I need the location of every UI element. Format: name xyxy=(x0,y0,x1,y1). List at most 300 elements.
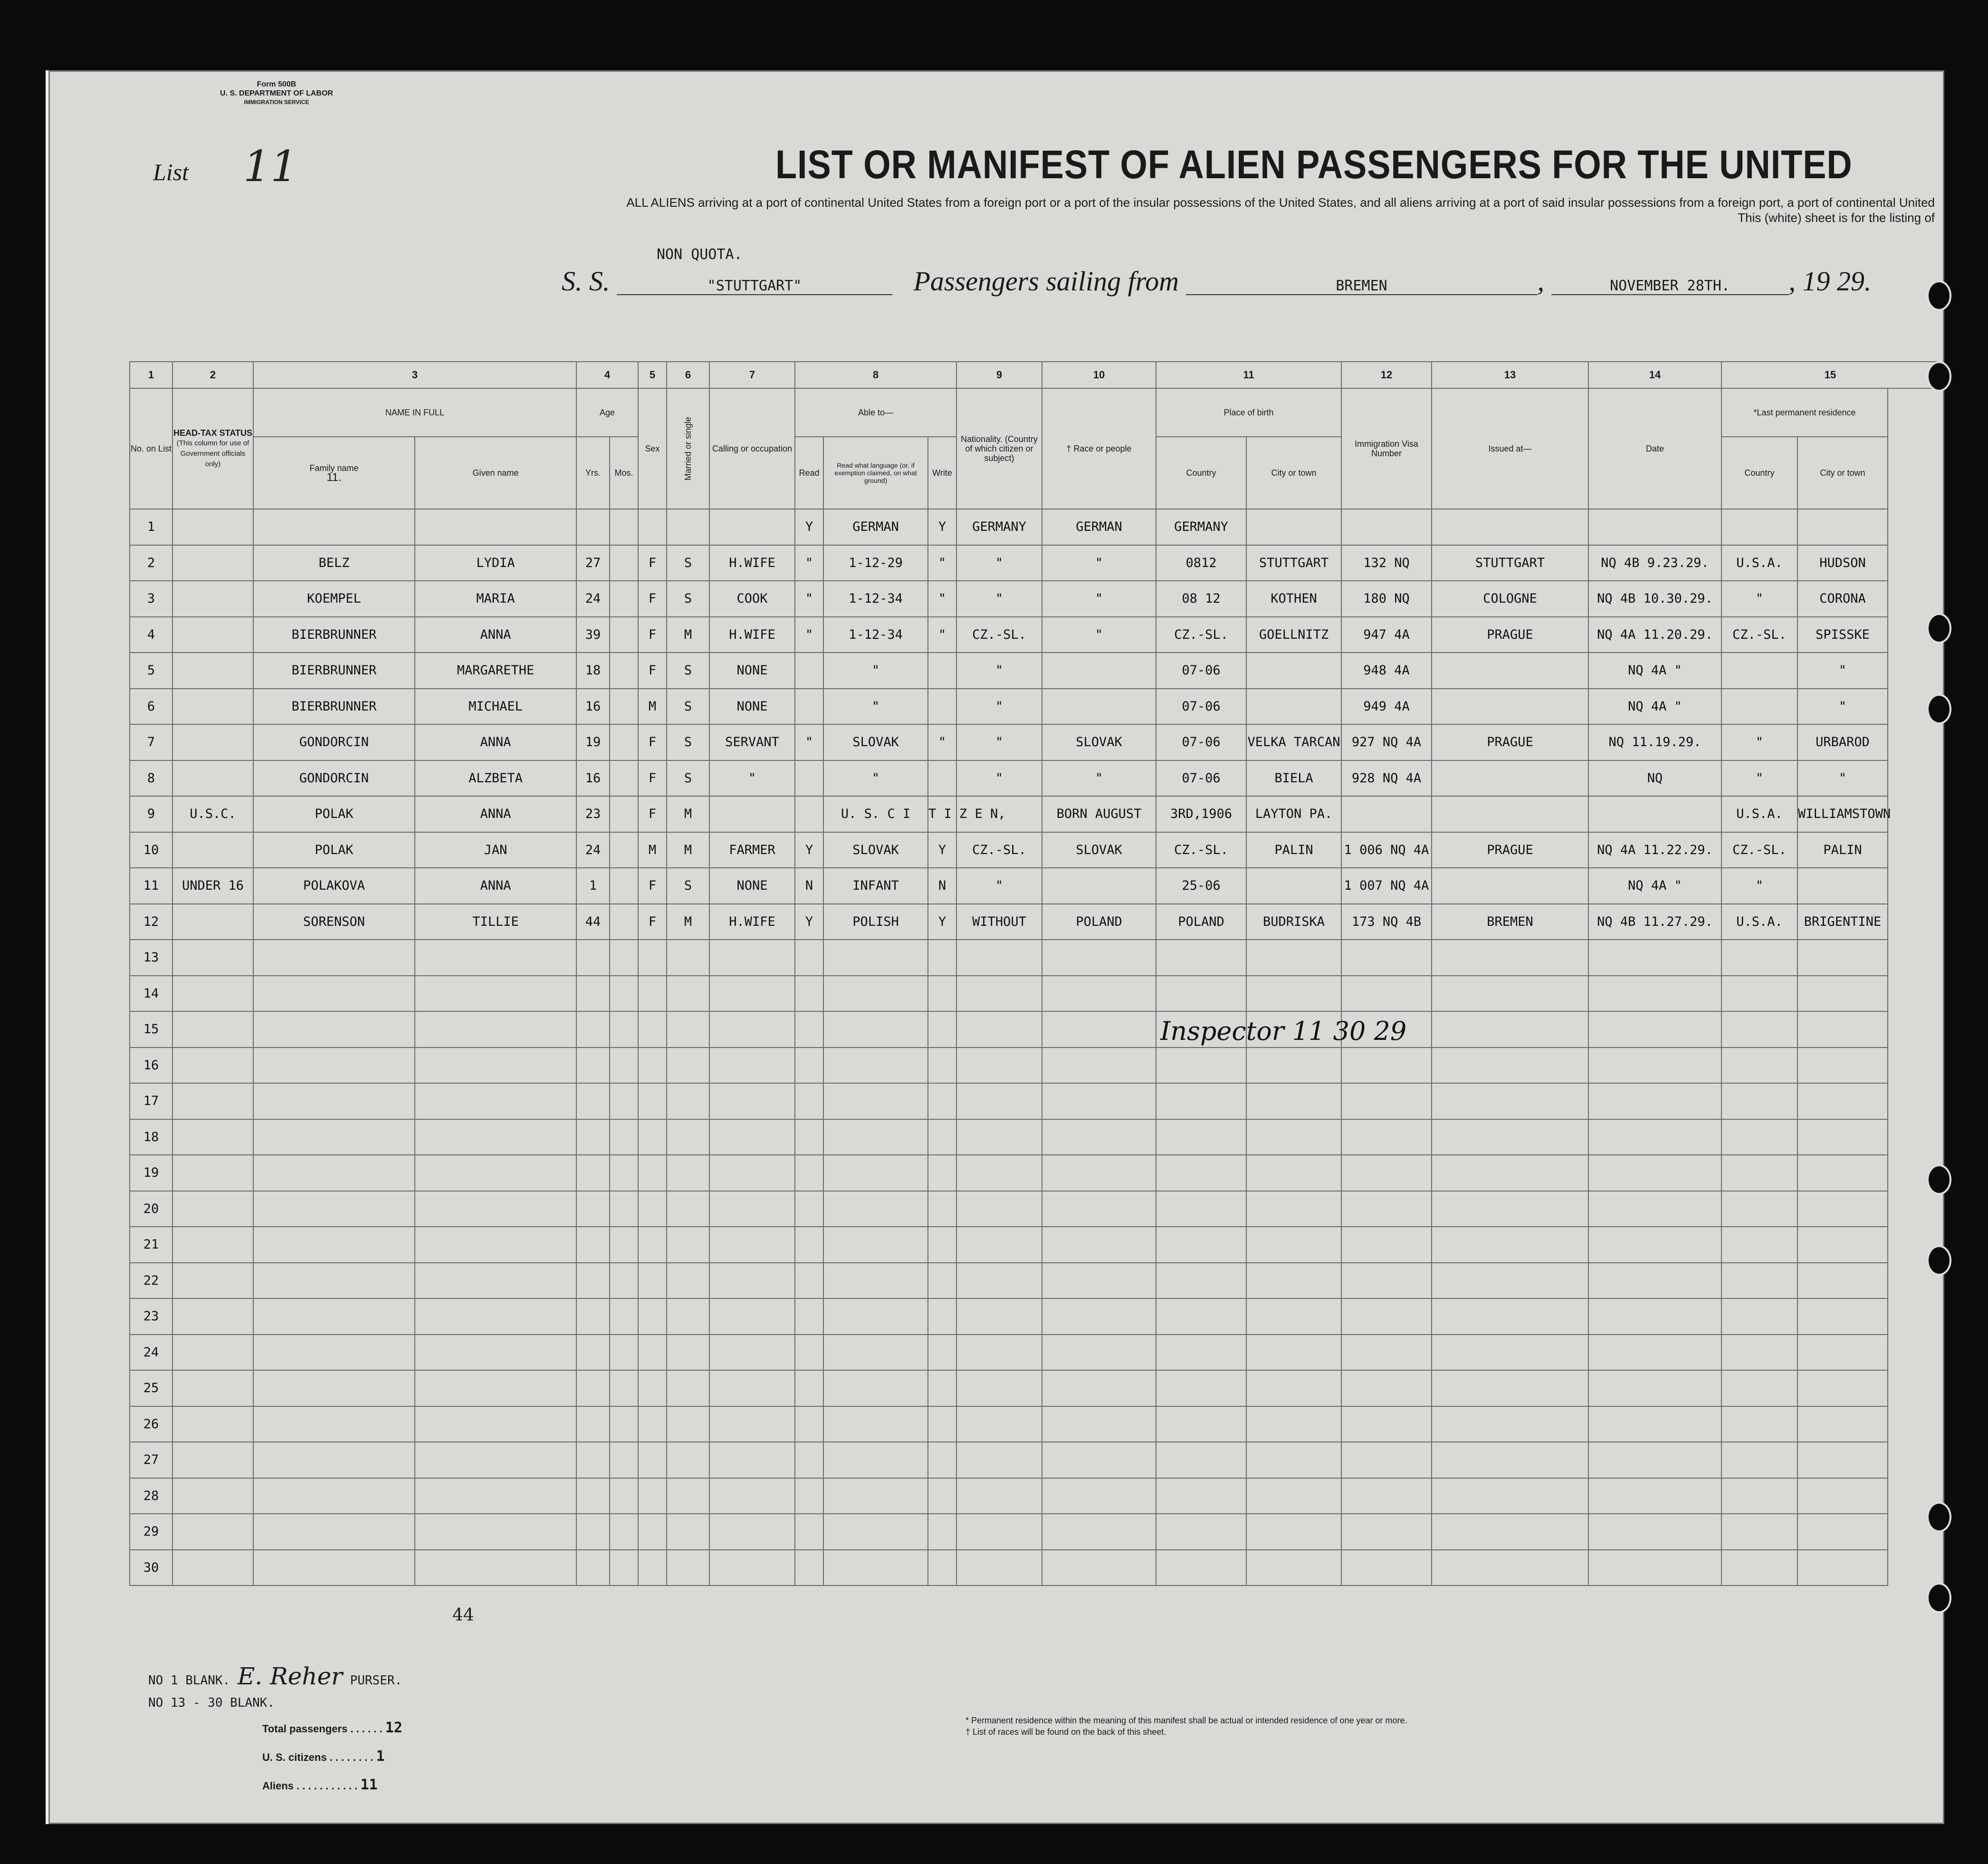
given-name-cell xyxy=(415,1478,576,1514)
issued-at-cell xyxy=(1432,1550,1588,1586)
subtitle xyxy=(438,195,1935,225)
table-row xyxy=(130,976,1939,1012)
date-cell xyxy=(1588,1442,1721,1478)
residence-city-cell xyxy=(1797,1370,1888,1406)
footnotes xyxy=(965,1715,1407,1738)
visa-number-cell xyxy=(1341,1442,1432,1478)
occupation-cell xyxy=(709,1478,795,1514)
visa-number-cell xyxy=(1341,1083,1432,1119)
service: IMMIGRATION SERVICE xyxy=(244,99,309,106)
residence-city-cell xyxy=(1797,1550,1888,1586)
nationality-cell xyxy=(956,1442,1042,1478)
birth-city-cell xyxy=(1246,653,1341,689)
given-name-cell xyxy=(415,1514,576,1550)
sex-cell xyxy=(638,1335,667,1371)
sex-cell: F xyxy=(638,760,667,797)
sex-cell xyxy=(638,976,667,1012)
write-cell: " xyxy=(928,617,956,653)
sex-cell: F xyxy=(638,904,667,940)
table-row xyxy=(130,545,1939,581)
residence-city-cell xyxy=(1797,868,1888,904)
list-label: List xyxy=(153,159,189,185)
read-cell xyxy=(795,1406,823,1442)
header-name-in-full: NAME IN FULL xyxy=(253,388,576,437)
family-name-cell xyxy=(253,1370,415,1406)
read-language-cell: 1-12-34 xyxy=(823,617,928,653)
residence-city-cell xyxy=(1797,1335,1888,1371)
given-name-cell xyxy=(415,1155,576,1191)
sex-cell xyxy=(638,1227,667,1263)
date-cell xyxy=(1588,1370,1721,1406)
age-months-cell xyxy=(610,1550,638,1586)
residence-city-cell: URBAROD xyxy=(1797,724,1888,760)
nationality-cell xyxy=(956,1406,1042,1442)
issued-at-cell xyxy=(1432,796,1588,832)
nationality-cell xyxy=(956,940,1042,976)
family-name-cell xyxy=(253,1011,415,1047)
birth-country-cell: 3RD,1906 xyxy=(1156,796,1246,832)
given-name-cell: MARIA xyxy=(415,581,576,617)
read-language-cell: " xyxy=(823,689,928,725)
visa-number-cell: 927 NQ 4A xyxy=(1341,724,1432,760)
table-row xyxy=(130,617,1939,653)
family-name-cell xyxy=(253,976,415,1012)
read-language-cell: INFANT xyxy=(823,868,928,904)
birth-country-cell xyxy=(1156,1298,1246,1335)
marital-cell xyxy=(667,1335,709,1371)
nationality-cell: " xyxy=(956,653,1042,689)
age-months-cell xyxy=(610,1335,638,1371)
header-residence: *Last permanent residence xyxy=(1721,388,1888,437)
residence-country-cell: " xyxy=(1721,724,1797,760)
row-number: 21 xyxy=(130,1227,172,1263)
write-cell xyxy=(928,1478,956,1514)
header-birth-country: Country xyxy=(1156,437,1246,509)
nationality-cell xyxy=(956,976,1042,1012)
issued-at-cell: PRAGUE xyxy=(1432,724,1588,760)
residence-city-cell: SPISSKE xyxy=(1797,617,1888,653)
given-name-cell: LYDIA xyxy=(415,545,576,581)
read-language-cell xyxy=(823,1298,928,1335)
family-name-cell: POLAKOVA xyxy=(253,868,415,904)
header-given-name: Given name xyxy=(415,437,576,509)
us-citizens: U. S. citizens . . . . . . . . 1 xyxy=(262,1748,385,1765)
read-cell xyxy=(795,1227,823,1263)
header-mos: Mos. xyxy=(610,437,638,509)
birth-country-cell: GERMANY xyxy=(1156,509,1246,545)
birth-city-cell xyxy=(1246,1191,1341,1227)
header-issued-at: Issued at— xyxy=(1432,388,1588,509)
family-name-cell: GONDORCIN xyxy=(253,760,415,797)
marital-cell: M xyxy=(667,617,709,653)
read-cell: N xyxy=(795,868,823,904)
given-name-cell xyxy=(415,1406,576,1442)
birth-country-cell xyxy=(1156,1442,1246,1478)
visa-number-cell xyxy=(1341,976,1432,1012)
occupation-cell xyxy=(709,1406,795,1442)
subtitle-line-2: This (white) sheet is for the listing of xyxy=(1738,211,1935,225)
age-years-cell xyxy=(576,1191,610,1227)
age-years-cell: 23 xyxy=(576,796,610,832)
form-number: Form 500B xyxy=(257,80,296,88)
given-name-cell: ANNA xyxy=(415,796,576,832)
col-num: 3 xyxy=(253,362,576,388)
race-cell xyxy=(1042,1011,1156,1047)
race-cell: SLOVAK xyxy=(1042,724,1156,760)
header-yrs: Yrs. xyxy=(576,437,610,509)
age-months-cell xyxy=(610,724,638,760)
birth-city-cell: PALIN xyxy=(1246,832,1341,868)
given-name-cell: MICHAEL xyxy=(415,689,576,725)
birth-country-cell xyxy=(1156,1227,1246,1263)
birth-country-cell xyxy=(1156,1047,1246,1084)
head-tax-cell xyxy=(172,976,253,1012)
write-cell: T I Z E N, xyxy=(928,796,956,832)
marital-cell: S xyxy=(667,724,709,760)
read-language-cell xyxy=(823,1119,928,1155)
age-months-cell xyxy=(610,832,638,868)
issued-at-cell xyxy=(1432,976,1588,1012)
family-name-cell xyxy=(253,940,415,976)
residence-city-cell xyxy=(1797,1119,1888,1155)
write-cell xyxy=(928,1227,956,1263)
age-months-cell xyxy=(610,1263,638,1299)
visa-number-cell: 173 NQ 4B xyxy=(1341,904,1432,940)
race-cell: " xyxy=(1042,760,1156,797)
row-number: 5 xyxy=(130,653,172,689)
residence-country-cell xyxy=(1721,653,1797,689)
issued-at-cell xyxy=(1432,1119,1588,1155)
age-months-cell xyxy=(610,796,638,832)
residence-country-cell xyxy=(1721,1083,1797,1119)
footer-line-1: NO 1 BLANK. xyxy=(148,1673,230,1688)
sex-cell: F xyxy=(638,545,667,581)
sex-cell xyxy=(638,1047,667,1084)
issued-at-cell xyxy=(1432,868,1588,904)
table-row xyxy=(130,653,1939,689)
family-name-cell xyxy=(253,1298,415,1335)
residence-city-cell xyxy=(1797,1298,1888,1335)
age-months-cell xyxy=(610,1478,638,1514)
date-cell xyxy=(1588,509,1721,545)
visa-number-cell xyxy=(1341,1370,1432,1406)
issued-at-cell xyxy=(1432,689,1588,725)
age-years-cell xyxy=(576,1370,610,1406)
table-row xyxy=(130,1298,1939,1335)
visa-number-cell: 1 007 NQ 4A xyxy=(1341,868,1432,904)
table-row xyxy=(130,1442,1939,1478)
age-months-cell xyxy=(610,1406,638,1442)
race-cell: " xyxy=(1042,581,1156,617)
write-cell xyxy=(928,940,956,976)
head-tax-cell xyxy=(172,1335,253,1371)
birth-country-cell: 07-06 xyxy=(1156,689,1246,725)
sex-cell xyxy=(638,1550,667,1586)
residence-country-cell xyxy=(1721,1514,1797,1550)
issued-at-cell: PRAGUE xyxy=(1432,617,1588,653)
birth-city-cell: GOELLNITZ xyxy=(1246,617,1341,653)
write-cell: N xyxy=(928,868,956,904)
header-able-to: Able to— xyxy=(795,388,956,437)
nationality-cell xyxy=(956,1550,1042,1586)
birth-city-cell xyxy=(1246,1335,1341,1371)
marital-cell xyxy=(667,1155,709,1191)
write-cell xyxy=(928,1047,956,1084)
residence-city-cell: HUDSON xyxy=(1797,545,1888,581)
date-cell: NQ 11.19.29. xyxy=(1588,724,1721,760)
issued-at-cell: STUTTGART xyxy=(1432,545,1588,581)
given-name-cell xyxy=(415,1298,576,1335)
family-name-cell: POLAK xyxy=(253,832,415,868)
head-tax-cell xyxy=(172,617,253,653)
write-cell xyxy=(928,689,956,725)
race-cell: BORN AUGUST xyxy=(1042,796,1156,832)
sex-cell xyxy=(638,1514,667,1550)
family-name-cell xyxy=(253,1442,415,1478)
race-cell xyxy=(1042,1442,1156,1478)
age-months-cell xyxy=(610,509,638,545)
head-tax-cell xyxy=(172,724,253,760)
read-language-cell: GERMAN xyxy=(823,509,928,545)
sex-cell: F xyxy=(638,724,667,760)
passenger-rows xyxy=(130,509,1939,1585)
visa-number-cell: 180 NQ xyxy=(1341,581,1432,617)
age-years-cell xyxy=(576,1083,610,1119)
age-months-cell xyxy=(610,940,638,976)
read-cell: " xyxy=(795,617,823,653)
row-number: 2 xyxy=(130,545,172,581)
age-months-cell xyxy=(610,1119,638,1155)
footer-line-2: NO 13 - 30 BLANK. xyxy=(148,1696,275,1710)
table-row xyxy=(130,724,1939,760)
binder-hole xyxy=(1927,280,1951,311)
read-cell: Y xyxy=(795,904,823,940)
birth-city-cell xyxy=(1246,1298,1341,1335)
issued-at-cell xyxy=(1432,760,1588,797)
birth-city-cell xyxy=(1246,1083,1341,1119)
sex-cell xyxy=(638,1011,667,1047)
header-birth-city: City or town xyxy=(1246,437,1341,509)
age-years-cell xyxy=(576,1011,610,1047)
read-language-cell xyxy=(823,1083,928,1119)
row-number: 13 xyxy=(130,940,172,976)
row-number: 3 xyxy=(130,581,172,617)
age-years-cell xyxy=(576,1047,610,1084)
head-tax-cell xyxy=(172,1263,253,1299)
race-cell xyxy=(1042,689,1156,725)
residence-country-cell xyxy=(1721,1263,1797,1299)
head-tax-cell xyxy=(172,904,253,940)
residence-country-cell xyxy=(1721,940,1797,976)
marital-cell xyxy=(667,1442,709,1478)
nationality-cell: CZ.-SL. xyxy=(956,617,1042,653)
given-name-cell xyxy=(415,1442,576,1478)
date-cell xyxy=(1588,1191,1721,1227)
birth-city-cell xyxy=(1246,976,1341,1012)
table-row xyxy=(130,1227,1939,1263)
race-cell xyxy=(1042,1119,1156,1155)
form-header xyxy=(158,80,395,107)
table-row xyxy=(130,796,1939,832)
head-tax-note: (This column for use of Government officials only) xyxy=(176,439,249,468)
birth-city-cell: BIELA xyxy=(1246,760,1341,797)
read-language-cell xyxy=(823,1191,928,1227)
birth-country-cell xyxy=(1156,1335,1246,1371)
residence-city-cell xyxy=(1797,1047,1888,1084)
write-cell xyxy=(928,1442,956,1478)
date-cell: NQ 4A " xyxy=(1588,868,1721,904)
binder-hole xyxy=(1927,694,1951,724)
row-number: 16 xyxy=(130,1047,172,1084)
race-cell: GERMAN xyxy=(1042,509,1156,545)
occupation-cell xyxy=(709,976,795,1012)
date-cell xyxy=(1588,1478,1721,1514)
col-num: 13 xyxy=(1432,362,1588,388)
write-cell xyxy=(928,1119,956,1155)
read-language-cell xyxy=(823,940,928,976)
visa-number-cell: 947 4A xyxy=(1341,617,1432,653)
date-cell xyxy=(1588,1011,1721,1047)
issued-at-cell xyxy=(1432,653,1588,689)
occupation-cell xyxy=(709,1370,795,1406)
birth-city-cell xyxy=(1246,868,1341,904)
row-number: 4 xyxy=(130,617,172,653)
residence-country-cell xyxy=(1721,1191,1797,1227)
residence-country-cell xyxy=(1721,1155,1797,1191)
residence-city-cell: " xyxy=(1797,689,1888,725)
read-cell xyxy=(795,796,823,832)
sex-cell xyxy=(638,1442,667,1478)
birth-country-cell xyxy=(1156,1263,1246,1299)
marital-cell: M xyxy=(667,796,709,832)
residence-city-cell xyxy=(1797,976,1888,1012)
age-years-cell: 19 xyxy=(576,724,610,760)
read-language-cell xyxy=(823,1047,928,1084)
header-nationality: Nationality. (Country of which citizen or subject) xyxy=(956,388,1042,509)
row-number: 1 xyxy=(130,509,172,545)
read-cell xyxy=(795,940,823,976)
birth-city-cell xyxy=(1246,1442,1341,1478)
head-tax-cell xyxy=(172,689,253,725)
read-cell xyxy=(795,1514,823,1550)
date-cell xyxy=(1588,1119,1721,1155)
birth-country-cell xyxy=(1156,940,1246,976)
sex-cell: F xyxy=(638,653,667,689)
given-name-cell xyxy=(415,1335,576,1371)
header-married: Married or single xyxy=(667,388,709,509)
row-number: 29 xyxy=(130,1514,172,1550)
write-cell: Y xyxy=(928,509,956,545)
marital-cell xyxy=(667,1227,709,1263)
header-head-tax xyxy=(172,388,253,509)
residence-city-cell xyxy=(1797,509,1888,545)
age-months-cell xyxy=(610,868,638,904)
family-name-cell: BELZ xyxy=(253,545,415,581)
age-months-cell xyxy=(610,689,638,725)
marital-cell xyxy=(667,1370,709,1406)
binder-hole xyxy=(1927,1164,1951,1195)
birth-country-cell: 08 12 xyxy=(1156,581,1246,617)
sex-cell xyxy=(638,1191,667,1227)
col-num: 1 xyxy=(130,362,172,388)
row-number: 20 xyxy=(130,1191,172,1227)
head-tax-cell xyxy=(172,1370,253,1406)
residence-country-cell: U.S.A. xyxy=(1721,904,1797,940)
occupation-cell xyxy=(709,1227,795,1263)
occupation-cell: " xyxy=(709,760,795,797)
row-number: 12 xyxy=(130,904,172,940)
family-name-cell xyxy=(253,1406,415,1442)
age-years-cell xyxy=(576,1406,610,1442)
table-row xyxy=(130,1119,1939,1155)
row-number: 17 xyxy=(130,1083,172,1119)
departure-port: BREMEN xyxy=(1186,278,1538,295)
birth-city-cell xyxy=(1246,509,1341,545)
residence-city-cell xyxy=(1797,1227,1888,1263)
residence-country-cell: CZ.-SL. xyxy=(1721,832,1797,868)
nationality-cell: " xyxy=(956,760,1042,797)
birth-city-cell xyxy=(1246,1155,1341,1191)
header-res-city: City or town xyxy=(1797,437,1888,509)
age-years-cell: 44 xyxy=(576,904,610,940)
write-cell xyxy=(928,1514,956,1550)
visa-number-cell xyxy=(1341,1550,1432,1586)
date-cell xyxy=(1588,1406,1721,1442)
footnote-races: † List of races will be found on the back of this sheet. xyxy=(965,1727,1166,1737)
nationality-cell: " xyxy=(956,868,1042,904)
head-tax-cell xyxy=(172,1227,253,1263)
race-cell: POLAND xyxy=(1042,904,1156,940)
subtitle-line-1: ALL ALIENS arriving at a port of continental United States from a foreign port or a port of the insular possessions of the United States, and all aliens arriving at a port of said insular possessions from a foreign port, a port of continental United xyxy=(626,195,1935,210)
residence-city-cell: CORONA xyxy=(1797,581,1888,617)
marital-cell xyxy=(667,1298,709,1335)
col-num: 9 xyxy=(956,362,1042,388)
age-years-cell: 27 xyxy=(576,545,610,581)
family-name-cell: KOEMPEL xyxy=(253,581,415,617)
age-years-cell xyxy=(576,1227,610,1263)
row-number: 30 xyxy=(130,1550,172,1586)
head-tax-cell xyxy=(172,1047,253,1084)
citizens-label: U. S. citizens xyxy=(262,1751,327,1763)
marital-cell xyxy=(667,1550,709,1586)
family-name-cell xyxy=(253,1119,415,1155)
birth-city-cell xyxy=(1246,1047,1341,1084)
marital-cell xyxy=(667,1047,709,1084)
birth-country-cell: 07-06 xyxy=(1156,724,1246,760)
residence-city-cell: PALIN xyxy=(1797,832,1888,868)
sex-cell xyxy=(638,1119,667,1155)
age-years-cell xyxy=(576,1263,610,1299)
nationality-cell: " xyxy=(956,689,1042,725)
header-no-on-list: No. on List xyxy=(130,388,172,509)
residence-country-cell xyxy=(1721,1442,1797,1478)
write-cell: " xyxy=(928,581,956,617)
residence-country-cell: " xyxy=(1721,868,1797,904)
race-cell xyxy=(1042,1406,1156,1442)
sex-cell xyxy=(638,1478,667,1514)
given-name-cell: JAN xyxy=(415,832,576,868)
age-years-cell xyxy=(576,1335,610,1371)
head-tax-cell: U.S.C. xyxy=(172,796,253,832)
table-row xyxy=(130,868,1939,904)
table-row xyxy=(130,689,1939,725)
head-tax-cell xyxy=(172,1406,253,1442)
birth-city-cell: LAYTON PA. xyxy=(1246,796,1341,832)
nationality-cell: " xyxy=(956,581,1042,617)
issued-at-cell xyxy=(1432,1047,1588,1084)
date-cell: NQ 4B 9.23.29. xyxy=(1588,545,1721,581)
family-name-cell xyxy=(253,509,415,545)
